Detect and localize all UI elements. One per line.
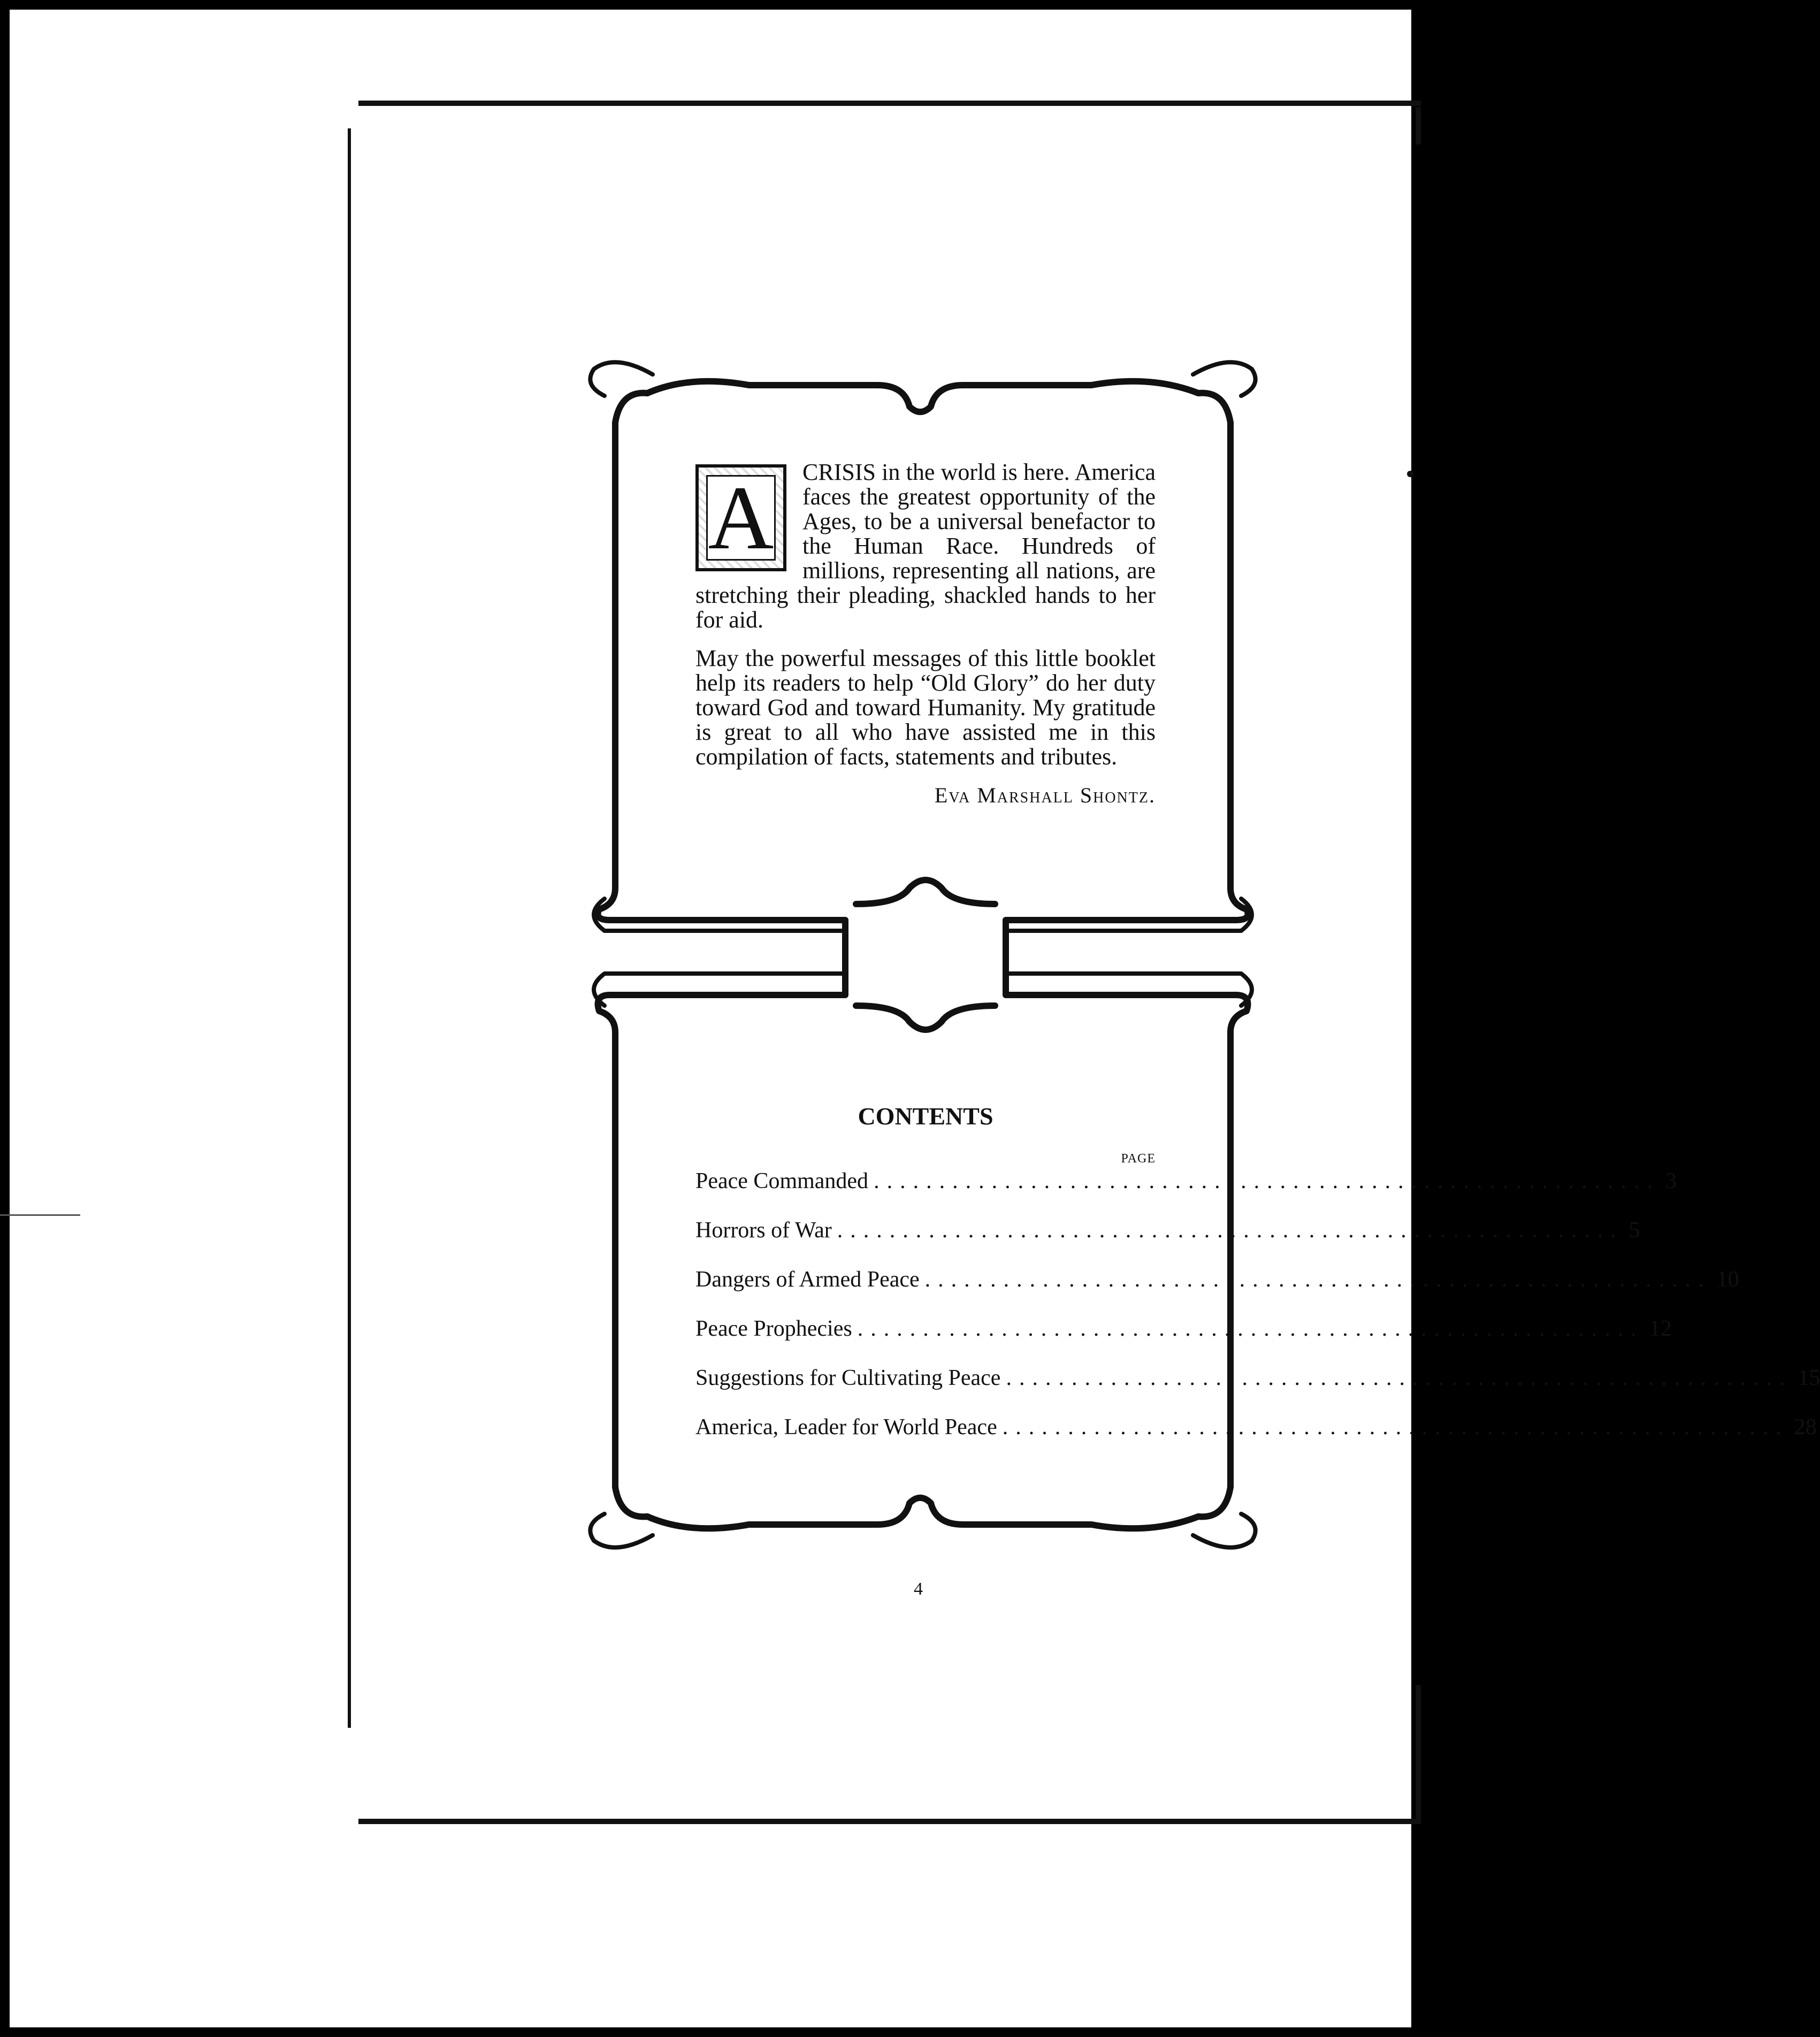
- contents-entry-title: Suggestions for Cultivating Peace: [695, 1366, 1001, 1390]
- page-number: 4: [914, 1579, 923, 1599]
- contents-entry-title: Horrors of War: [695, 1218, 832, 1243]
- leader-dots: ............................................................: [1002, 1415, 1789, 1439]
- table-of-contents: [695, 1102, 1820, 1464]
- contents-entry-title: America, Leader for World Peace: [695, 1415, 997, 1439]
- contents-entry-page: 3: [1665, 1169, 1677, 1193]
- contents-entry-page: 12: [1649, 1316, 1672, 1341]
- leader-dots: ............................................................: [837, 1218, 1624, 1243]
- contents-entry-page: 5: [1628, 1218, 1640, 1243]
- leader-dots: ............................................................: [924, 1267, 1711, 1292]
- contents-entry: [695, 1217, 1640, 1267]
- preface-paragraph-1: CRISIS in the world is here. America faces the greatest opportunity of the Ages, to be a universal benefactor to the Human Race. Hundreds of millions, representing all nations, are stretching their pleading, shackled hands to her for aid.: [695, 459, 1156, 633]
- author-signature: Eva Marshall Shontz.: [934, 783, 1156, 807]
- contents-list: [695, 1168, 1820, 1464]
- preface: [695, 460, 1156, 808]
- leader-dots: ............................................................: [1006, 1366, 1793, 1390]
- contents-entry-title: Peace Prophecies: [695, 1316, 852, 1341]
- contents-entry-page: 10: [1716, 1267, 1739, 1292]
- contents-entry-page: 28: [1794, 1415, 1817, 1439]
- leader-dots: ............................................................: [874, 1169, 1661, 1193]
- contents-entry: [695, 1316, 1672, 1365]
- drop-cap-letter: A: [706, 475, 776, 561]
- contents-entry: [695, 1365, 1820, 1414]
- leader-dots: ............................................................: [857, 1316, 1644, 1341]
- contents-entry-title: Dangers of Armed Peace: [695, 1267, 920, 1292]
- contents-entry: [695, 1414, 1817, 1464]
- contents-entry: [695, 1168, 1677, 1217]
- contents-entry-title: Peace Commanded: [695, 1169, 869, 1193]
- contents-entry: [695, 1267, 1739, 1316]
- contents-title: CONTENTS: [858, 1102, 993, 1130]
- contents-entry-page: 15: [1798, 1366, 1820, 1390]
- decorated-initial: [695, 464, 786, 571]
- preface-paragraph-2: May the powerful messages of this little booklet help its readers to help “Old Glory” do her duty toward God and toward Humanity. My gratitude is great to all who have assisted me in this compilation of facts, statements and tributes.: [695, 645, 1156, 770]
- page-column-header: PAGE: [1121, 1152, 1156, 1166]
